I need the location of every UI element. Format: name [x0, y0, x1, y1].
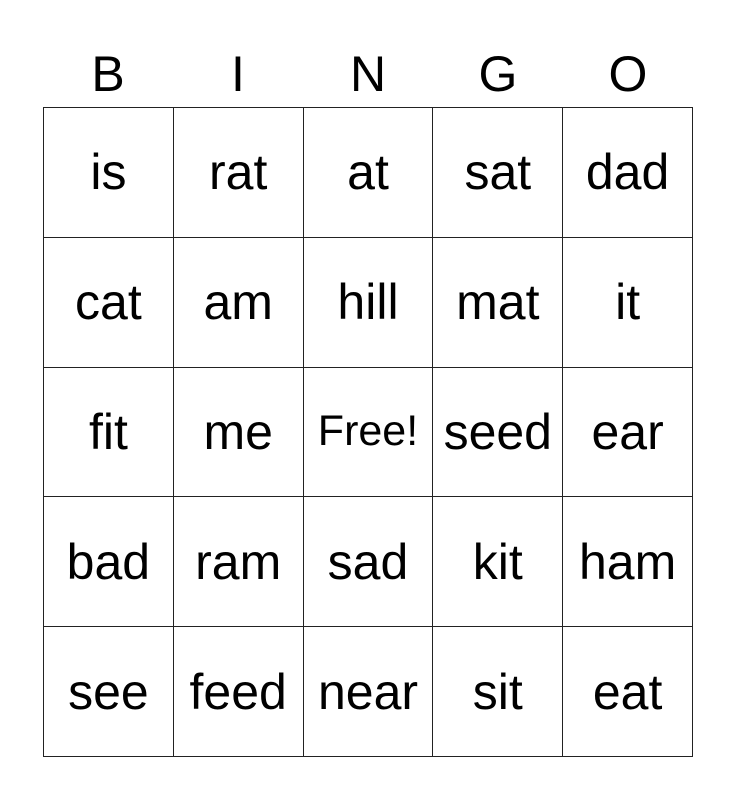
bingo-cell[interactable]: is [44, 108, 174, 238]
header-letter-i: I [231, 46, 245, 102]
bingo-cell[interactable]: kit [433, 497, 563, 627]
bingo-cell[interactable]: dad [563, 108, 693, 238]
free-space-cell[interactable]: Free! [304, 368, 434, 498]
bingo-cell[interactable]: ham [563, 497, 693, 627]
header-letter-n: N [349, 46, 387, 102]
bingo-cell[interactable]: seed [433, 368, 563, 498]
bingo-board [43, 107, 693, 757]
bingo-cell[interactable]: eat [563, 627, 693, 757]
bingo-cell[interactable]: hill [304, 238, 434, 368]
bingo-cell[interactable]: am [174, 238, 304, 368]
header-letter-o: O [608, 46, 648, 102]
bingo-cell[interactable]: near [304, 627, 434, 757]
bingo-cell[interactable]: mat [433, 238, 563, 368]
bingo-cell[interactable]: sat [433, 108, 563, 238]
bingo-cell[interactable]: fit [44, 368, 174, 498]
bingo-header [43, 44, 693, 104]
bingo-cell[interactable]: see [44, 627, 174, 757]
header-letter-b: B [91, 46, 125, 102]
bingo-cell[interactable]: ram [174, 497, 304, 627]
bingo-cell[interactable]: sit [433, 627, 563, 757]
bingo-cell[interactable]: rat [174, 108, 304, 238]
bingo-cell[interactable]: at [304, 108, 434, 238]
bingo-cell[interactable]: bad [44, 497, 174, 627]
bingo-cell[interactable]: ear [563, 368, 693, 498]
bingo-cell[interactable]: me [174, 368, 304, 498]
bingo-cell[interactable]: it [563, 238, 693, 368]
bingo-cell[interactable]: feed [174, 627, 304, 757]
bingo-cell[interactable]: sad [304, 497, 434, 627]
bingo-cell[interactable]: cat [44, 238, 174, 368]
header-letter-g: G [478, 46, 518, 102]
